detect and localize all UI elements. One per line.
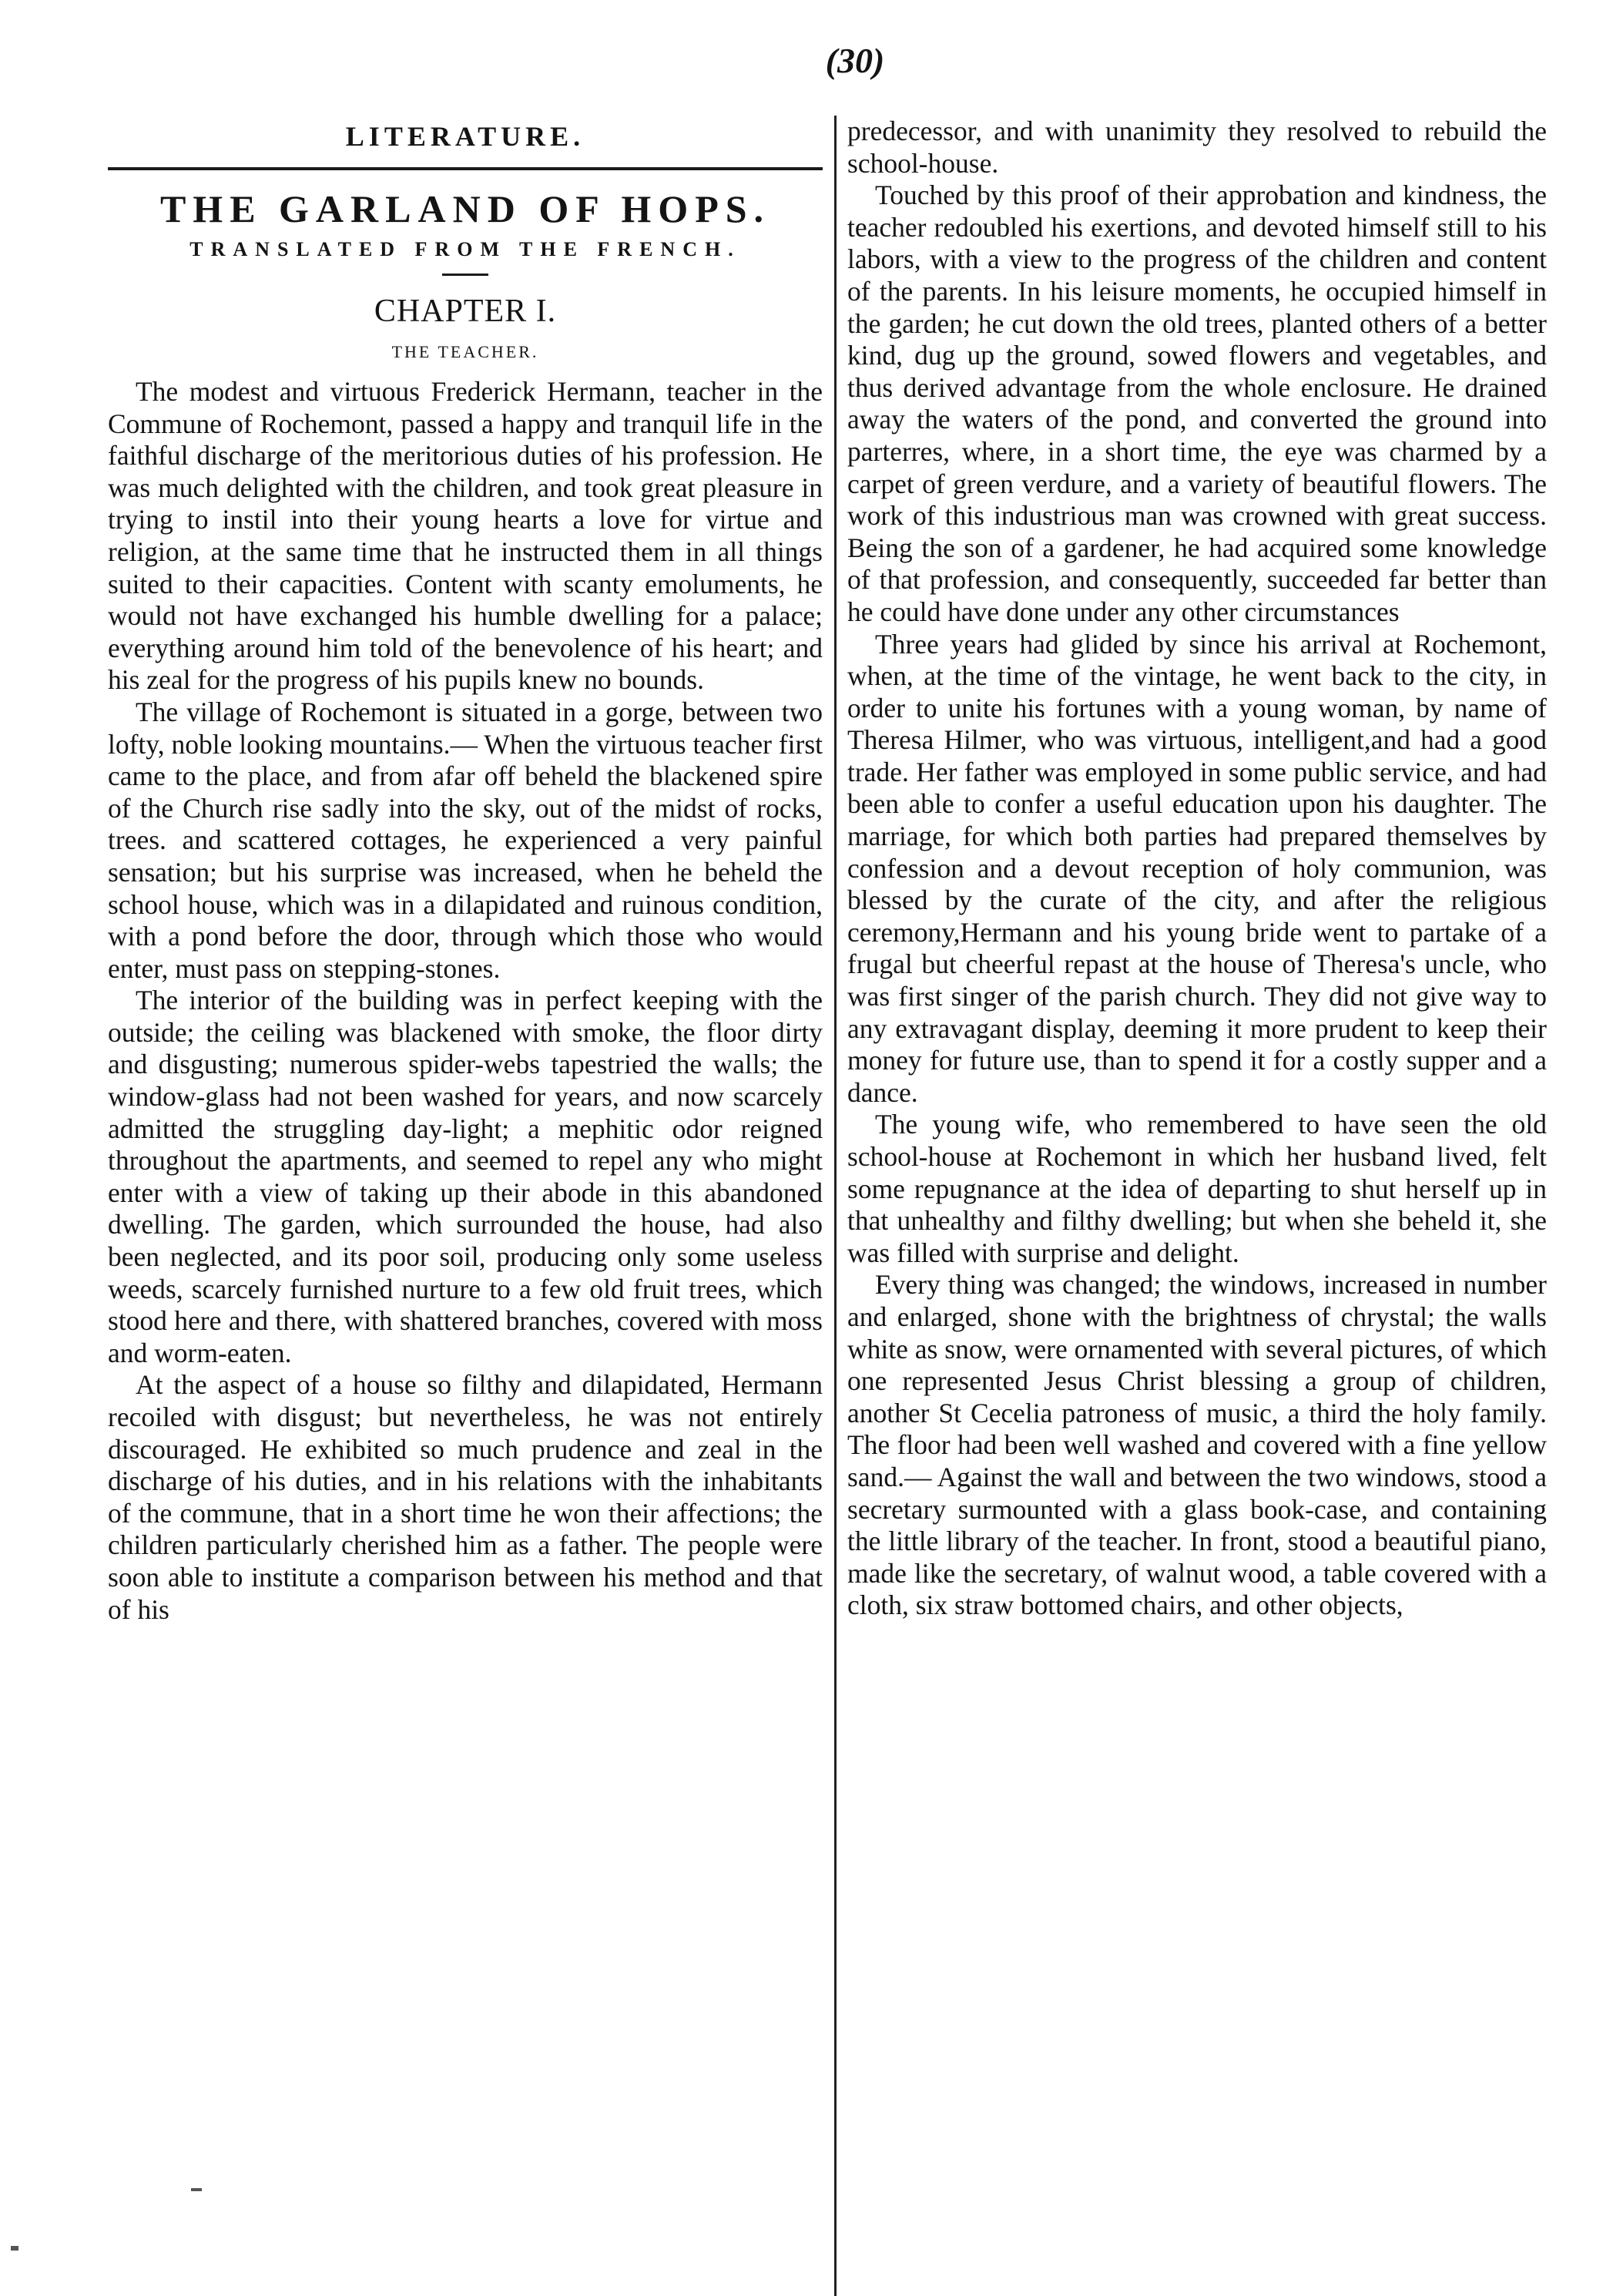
paragraph: predecessor, and with unanimity they resolved to rebuild the school-house.	[847, 116, 1547, 179]
left-column	[108, 119, 823, 1626]
chapter-heading: CHAPTER I.	[374, 294, 557, 329]
heading-rule	[108, 167, 823, 170]
column-divider	[834, 116, 837, 2296]
paragraph: At the aspect of a house so filthy and dilapidated, Hermann recoiled with disgust; but nevertheless, he was not entirely discouraged. He exhibited so much prudence and zeal in the discharge of his duties, and in his relations with the inhabitants of the commune, that in a short time he won their affections; the children particularly cherished him as a father. The people were soon able to institute a comparison between his method and that of his	[108, 1369, 823, 1625]
ink-speck	[11, 2246, 18, 2251]
paragraph: The young wife, who remembered to have seen the old school-house at Rochemont in which her husband lived, felt some repugnance at the idea of departing to shut herself up in that unhealthy and filthy dwelling; but when she beheld it, she was filled with surprise and delight.	[847, 1109, 1547, 1268]
paragraph: Three years had glided by since his arrival at Rochemont, when, at the time of the vintage, he went back to the city, in order to unite his fortunes with a young woman, by name of Theresa Hilmer, who was virtuous, intelligent,and had a good trade. Her father was employed in some public service, and had been able to confer a useful education upon his daughter. The marriage, for which both parties had prepared themselves by confession and a devout reception of holy communion, was blessed by the curate of the city, and after the religious ceremony,Hermann and his young bride went to partake of a frugal but cheerful repast at the house of Theresa's uncle, who was first singer of the parish church. They did not give way to any extravagant display, deeming it more prudent to keep their money for future use, than to spend it for a costly supper and a dance.	[847, 628, 1547, 1108]
paragraph: The village of Rochemont is situated in a gorge, between two lofty, noble looking mountains.— When the virtuous teacher first came to the place, and from afar off beheld the blackened spire of the Church rise sadly into the sky, out of the midst of rocks, trees. and scattered cottages, he experienced a very painful sensation; but his surprise was increased, when he beheld the school house, which was in a dilapidated and ruinous condition, with a pond before the door, through which those who would enter, must pass on stepping-stones.	[108, 696, 823, 984]
section-heading: LITERATURE.	[345, 121, 585, 152]
story-title: THE GARLAND OF HOPS.	[159, 187, 771, 230]
title-divider	[442, 274, 488, 276]
paragraph: Touched by this proof of their approbation and kindness, the teacher redoubled his exertions, and devoted himself still to his labors, with a view to the progress of the children and content of the parents. In his leisure moments, he occupied himself in the garden; he cut down the old trees, planted others of a better kind, dug up the ground, sowed flowers and vegetables, and thus derived advantage from the whole enclosure. He drained away the waters of the pond, and converted the ground into parterres, where, in a short time, the eye was charmed by a carpet of green verdure, and a variety of beautiful flowers. The work of this industrious man was crowned with great success. Being the son of a gardener, he had acquired some knowledge of that profession, and consequently, succeeded far better than he could have done under any other circumstances	[847, 180, 1547, 627]
paragraph: Every thing was changed; the windows, increased in number and enlarged, shone with the brightness of chrystal; the walls white as snow, were ornamented with several pictures, of which one represented Jesus Christ blessing a group of children, another St Cecelia patroness of music, a third the holy family. The floor had been well washed and covered with a fine yellow sand.— Against the wall and between the two windows, stood a secretary surmounted with a glass book-case, and containing the little library of the teacher. In front, stood a beautiful piano, made like the secretary, of walnut wood, a table covered with a cloth, six straw bottomed chairs, and other objects,	[847, 1269, 1547, 1621]
story-subtitle: TRANSLATED FROM THE FRENCH.	[189, 238, 741, 260]
paragraph: The modest and virtuous Frederick Hermann, teacher in the Commune of Rochemont, passed a happy and tranquil life in the faithful discharge of the meritorious duties of his profession. He was much delighted with the children, and took great pleasure in trying to instil into their young hearts a love for virtue and religion, at the same time that he instructed them in all things suited to their capacities. Content with scanty emoluments, he would not have exchanged his humble dwelling for a palace; everything around him told of the benevolence of his heart; and his zeal for the progress of his pupils knew no bounds.	[108, 376, 823, 696]
paragraph: The interior of the building was in perfect keeping with the outside; the ceiling was blackened with smoke, the floor dirty and disgusting; numerous spider-webs tapestried the walls; the window-glass had not been washed for years, and now scarcely admitted the struggling day-light; a mephitic odor reigned throughout the apartments, and seemed to repel any who might enter with a view of taking up their abode in this abandoned dwelling. The garden, which surrounded the house, had also been neglected, and its poor soil, producing only some useless weeds, scarcely furnished nurture to a few old fruit trees, which stood here and there, with shattered branches, covered with moss and worm-eaten.	[108, 985, 823, 1368]
page-number: (30)	[825, 41, 885, 80]
chapter-subtitle: THE TEACHER.	[391, 342, 539, 361]
ink-speck	[191, 2188, 202, 2191]
right-column	[847, 116, 1547, 1622]
